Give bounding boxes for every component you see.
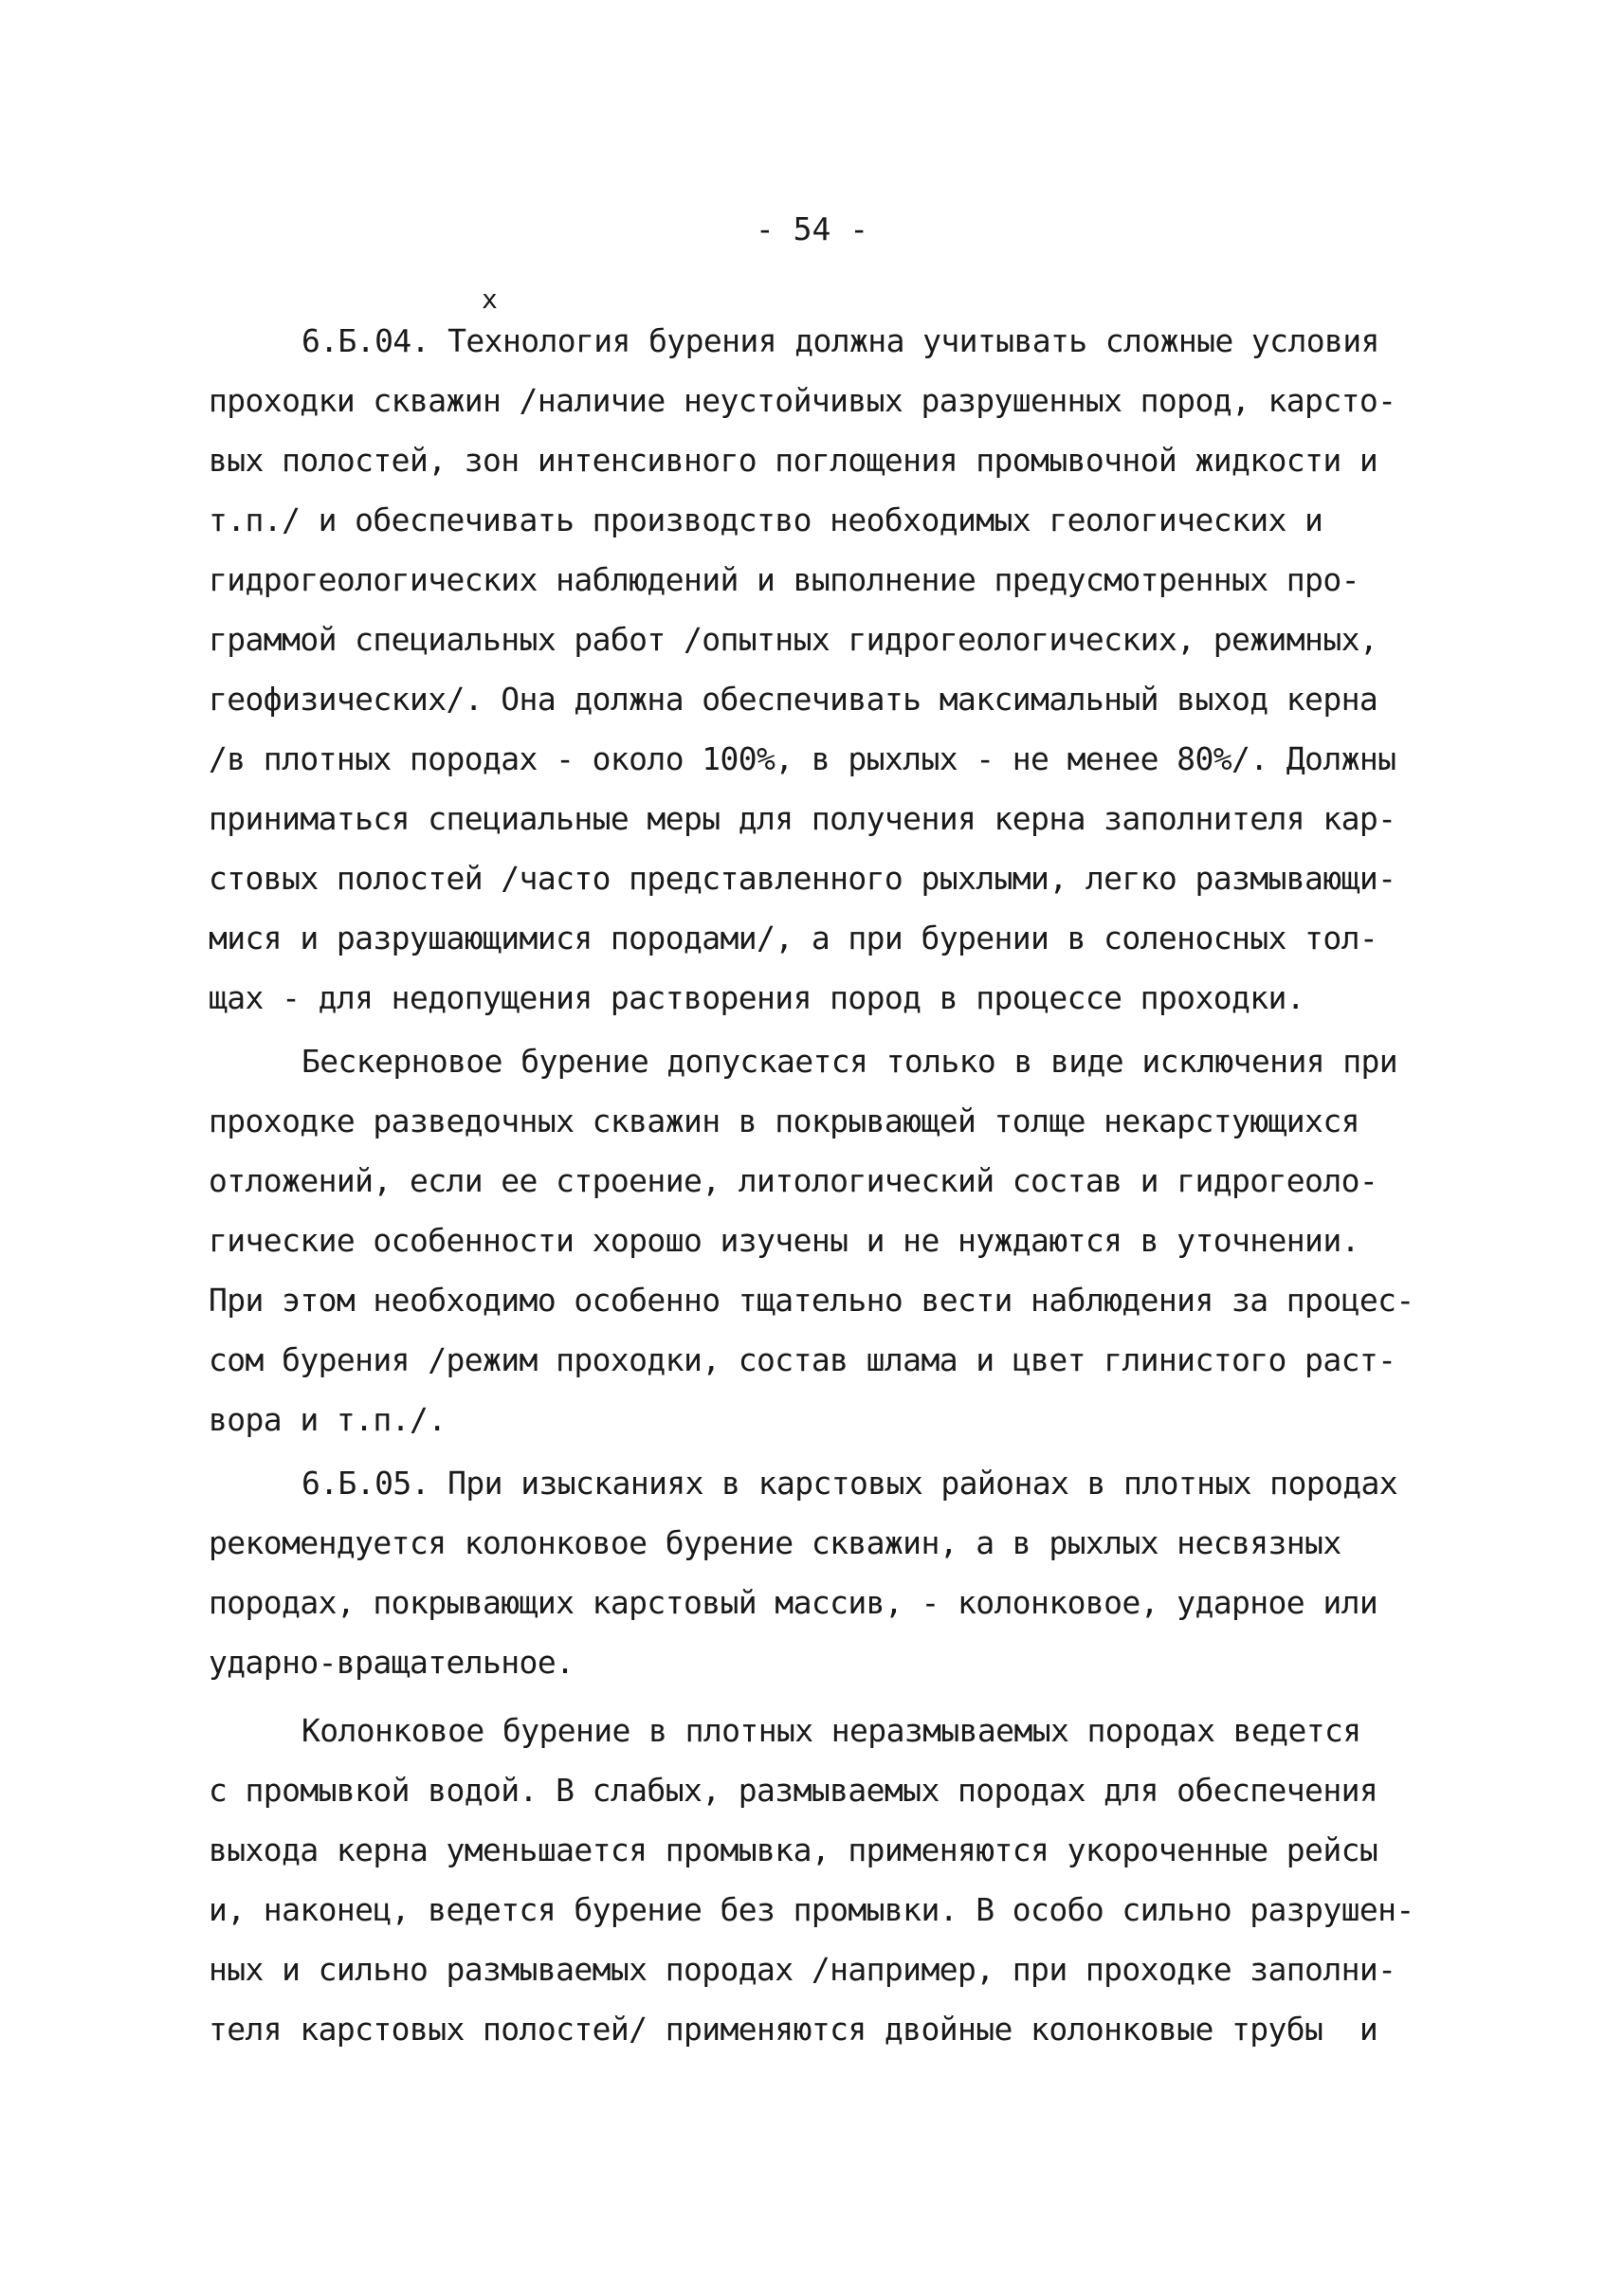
text-line: мися и разрушающимися породами/, а при бурении в соленосных тол- xyxy=(209,920,1378,956)
text-line: сом бурения /режим проходки, состав шлама и цвет глинистого раст- xyxy=(209,1341,1396,1378)
text-line: При этом необходимо особенно тщательно вести наблюдения за процес- xyxy=(209,1282,1414,1319)
text-line: стовых полостей /часто представленного рыхлыми, легко размывающи- xyxy=(209,860,1396,897)
text-line: рекомендуется колонковое бурение скважин, а в рыхлых несвязных xyxy=(209,1524,1341,1561)
text-line: Бескерновое бурение допускается только в виде исключения при xyxy=(301,1043,1398,1080)
text-line: и, наконец, ведется бурение без промывки. В особо сильно разрушен- xyxy=(209,1891,1414,1928)
text-line: проходке разведочных скважин в покрывающей толще некарстующихся xyxy=(209,1102,1359,1139)
text-line: гические особенности хорошо изучены и не нуждаются в уточнении. xyxy=(209,1222,1359,1259)
text-line: щах - для недопущения растворения пород в процессе проходки. xyxy=(209,979,1305,1016)
page-number: - 54 - xyxy=(755,210,869,247)
text-line: граммой специальных работ /опытных гидрогеологических, режимных, xyxy=(209,621,1378,658)
text-line: вых полостей, зон интенсивного поглощения промывочной жидкости и xyxy=(209,442,1378,479)
text-line: отложений, если ее строение, литологический состав и гидрогеоло- xyxy=(209,1162,1378,1199)
text-line: т.п./ и обеспечивать производство необходимых геологических и xyxy=(209,501,1323,538)
text-line: гидрогеологических наблюдений и выполнение предусмотренных про- xyxy=(209,561,1359,598)
text-line: ных и сильно размываемых породах /например, при проходке заполни- xyxy=(209,1951,1396,1988)
text-line: породах, покрывающих карстовый массив, - колонковое, ударное или xyxy=(209,1584,1378,1621)
correction-mark: х xyxy=(482,283,498,315)
text-line: ударно-вращательное. xyxy=(209,1644,575,1681)
text-line: вора и т.п./. xyxy=(209,1401,447,1438)
text-line: геофизических/. Она должна обеспечивать максимальный выход керна xyxy=(209,681,1378,718)
text-line: приниматься специальные меры для получения керна заполнителя кар- xyxy=(209,800,1396,837)
text-line: проходки скважин /наличие неустойчивых разрушенных пород, карсто- xyxy=(209,382,1396,419)
text-line: выхода керна уменьшается промывка, применяются укороченные рейсы xyxy=(209,1831,1378,1868)
text-line: с промывкой водой. В слабых, размываемых породах для обеспечения xyxy=(209,1772,1378,1809)
text-line: Колонковое бурение в плотных неразмываемых породах ведется xyxy=(301,1712,1361,1749)
text-line: /в плотных породах - около 100%, в рыхлых - не менее 80%/. Должны xyxy=(209,740,1396,777)
text-line: 6.Б.05. При изысканиях в карстовых районах в плотных породах xyxy=(301,1465,1398,1502)
text-line: теля карстовых полостей/ применяются двойные колонковые трубы и xyxy=(209,2011,1378,2048)
text-line: 6.Б.04. Технология бурения должна учитывать сложные условия xyxy=(301,322,1379,359)
